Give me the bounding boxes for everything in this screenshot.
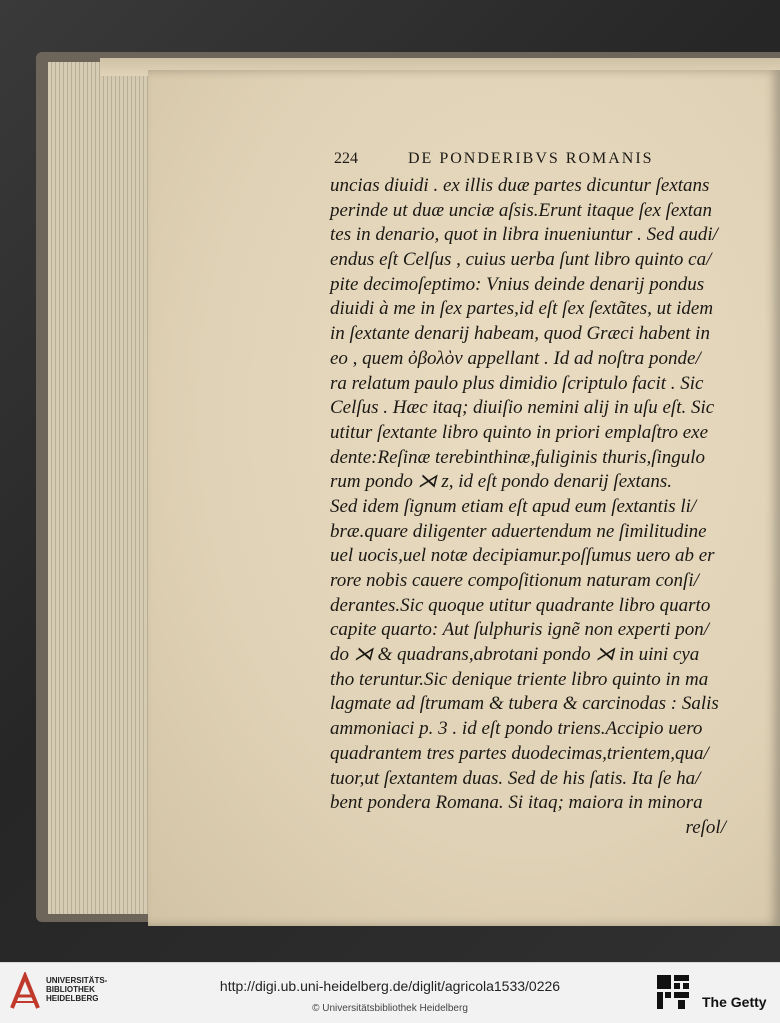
page-text <box>330 174 740 841</box>
text-line: rore nobis cauere compoſitionum naturam conſi/ <box>330 570 699 591</box>
text-line: uel uocis,uel notæ decipiamur.poſſumus uero ab er <box>330 545 715 567</box>
text-line: dente:Reſinæ terebinthinæ,fuliginis thuris,ſingulo <box>330 446 706 468</box>
getty-label: The Getty <box>702 994 767 1010</box>
text-line: diuidi à me in ſex partes,id eſt ſex ſextãtes, ut idem <box>330 298 714 320</box>
permalink-url[interactable]: http://digi.ub.uni-heidelberg.de/diglit/agricola1533/0226 <box>219 978 561 994</box>
text-line: Celſus . Hæc itaq; diuiſio nemini alij in uſu eſt. Sic <box>330 397 715 419</box>
text-line: Sed idem ſignum etiam eſt apud eum ſextantis li/ <box>330 495 697 517</box>
ub-name-line: BIBLIOTHEK <box>46 985 95 994</box>
text-line: rum pondo ⋊ z, id eſt pondo denarij ſextans. <box>330 471 672 493</box>
text-line: utitur ſextante libro quinto in priori emplaſtro exe <box>330 421 709 443</box>
text-line: ra relatum paulo plus dimidio ſcriptulo facit . Sic <box>330 372 704 394</box>
running-head-title: DE PONDERIBVS ROMANIS <box>408 150 654 167</box>
ub-name-line: UNIVERSITÄTS- <box>46 976 108 985</box>
catchword: reſol/ <box>685 816 726 838</box>
page-number: 224 <box>334 150 358 167</box>
text-line: in ſextante denarij habeam, quod Græci habent in <box>330 323 710 345</box>
text-line: pite decimoſeptimo: Vnius deinde denarij pondus <box>330 273 705 295</box>
ub-name-line: HEIDELBERG <box>46 994 99 1003</box>
text-line: capite quarto: Aut ſulphuris ignẽ non experti pon/ <box>330 619 710 641</box>
text-line: tuor,ut ſextantem duas. Sed de his ſatis. Ita ſe ha/ <box>330 767 701 789</box>
text-line: tes in denario, quot in libra inueniuntur . Sed audi/ <box>330 224 718 246</box>
text-line: lagmate ad ſtrumam & tubera & carcinodas : Salis <box>330 693 719 715</box>
running-header <box>334 150 654 168</box>
text-line: quadrantem tres partes duodecimas,trientem,qua/ <box>330 742 709 764</box>
text-line: bræ.quare diligenter aduertendum ne ſimilitudine <box>330 520 707 542</box>
getty-logo-icon[interactable] <box>656 974 690 1010</box>
text-line: bent pondera Romana. Si itaq; maiora in minora <box>330 792 703 814</box>
text-line: endus eſt Celſus , cuius uerba ſunt libro quinto ca/ <box>330 249 712 271</box>
text-line: eo , quem ὀβολὸν appellant . Id ad noſtra ponde/ <box>330 347 701 369</box>
text-line: derantes.Sic quoque utitur quadrante libro quarto <box>330 594 711 616</box>
text-line: do ⋊ & quadrans,abrotani pondo ⋊ in uini cya <box>330 644 700 666</box>
text-line: perinde ut duæ unciæ aſsis.Erunt itaque ſex ſextan <box>330 199 713 221</box>
text-line: tho teruntur.Sic denique triente libro quinto in ma <box>330 668 709 690</box>
text-line: ammoniaci p. 3 . id eſt pondo triens.Accipio uero <box>330 718 703 740</box>
text-line: uncias diuidi . ex illis duæ partes dicuntur ſextans <box>330 175 710 196</box>
copyright-notice: © Universitätsbibliothek Heidelberg <box>312 1003 468 1014</box>
